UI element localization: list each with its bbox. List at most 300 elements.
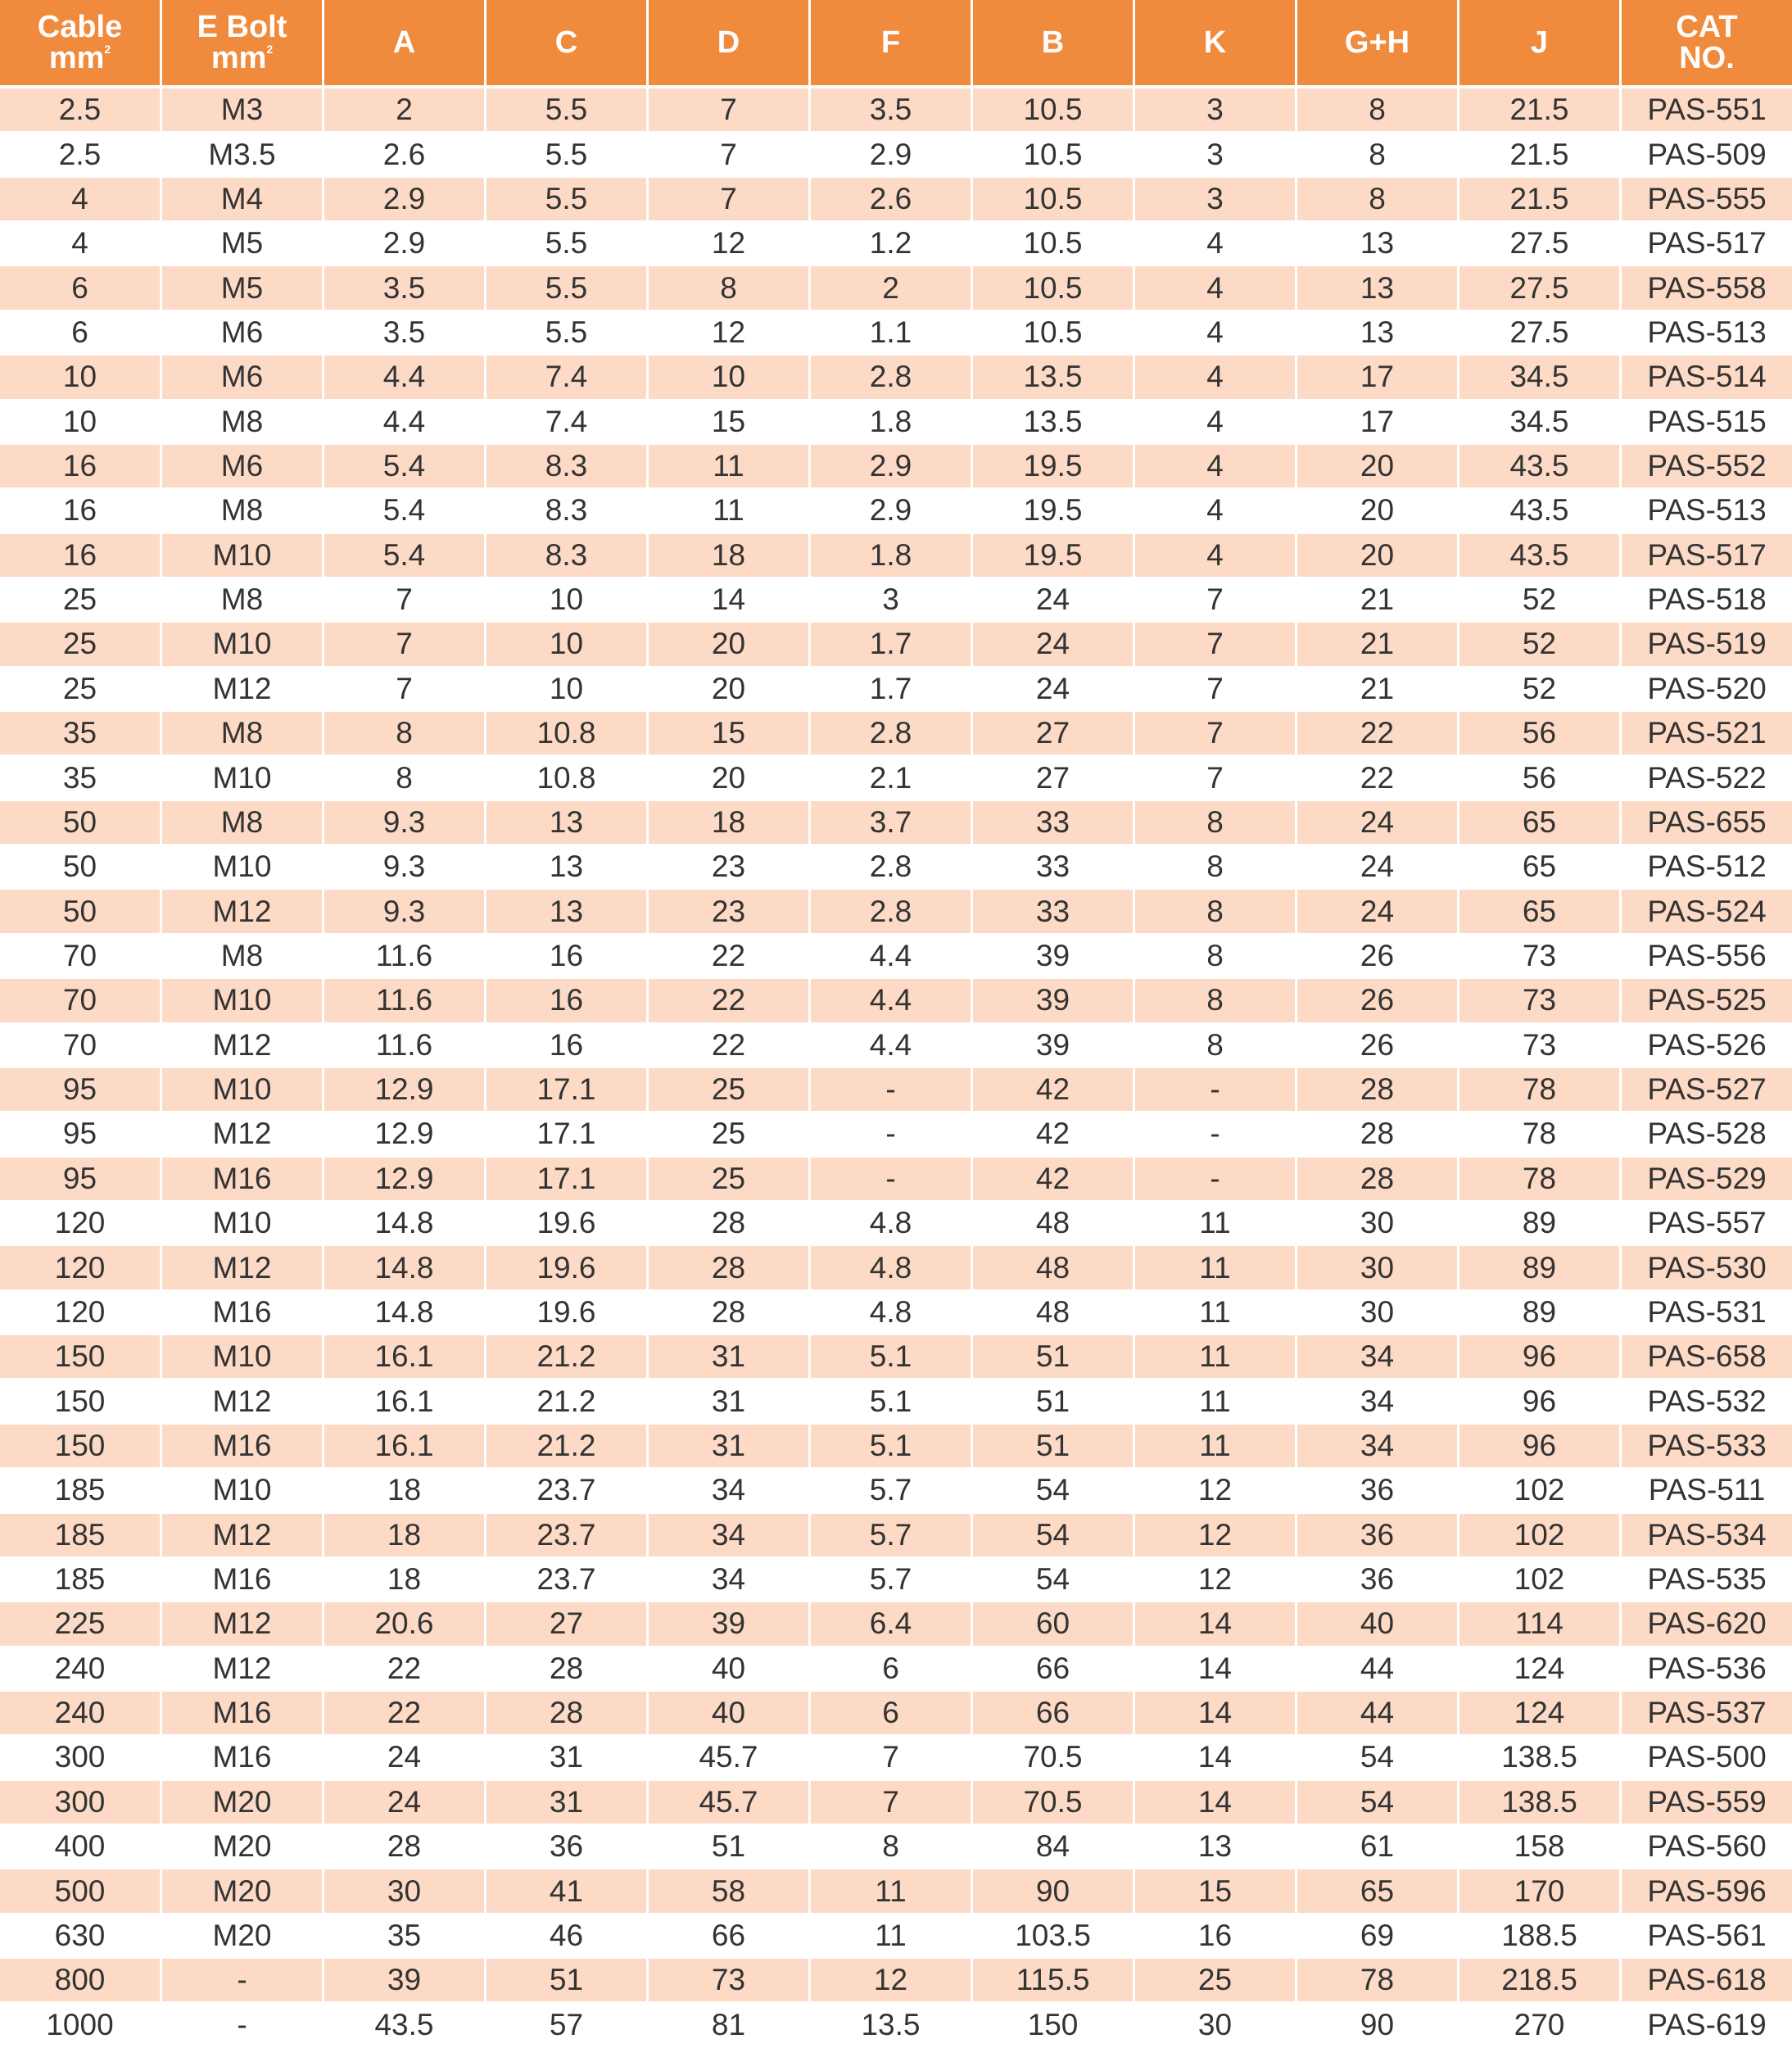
cell-cable: 95 [0,1158,162,1202]
cell-c: 19.6 [486,1246,649,1290]
cell-b: 24 [973,668,1135,712]
cell-b: 42 [973,1068,1135,1112]
table-row [0,534,1792,578]
cell-gh: 8 [1297,88,1459,133]
cell-cat: PAS-513 [1622,489,1792,533]
table-row [0,1335,1792,1380]
cell-cat: PAS-521 [1622,712,1792,756]
cell-cable: 185 [0,1514,162,1558]
cell-cable: 4 [0,222,162,266]
cell-cat: PAS-620 [1622,1602,1792,1647]
cell-gh: 24 [1297,801,1459,845]
cell-f: 5.1 [811,1425,973,1469]
cell-j: 96 [1459,1335,1622,1380]
cell-bolt: M10 [162,756,324,800]
cell-c: 13 [486,801,649,845]
cell-f: 12 [811,1959,973,2003]
cell-b: 24 [973,623,1135,667]
table-row [0,801,1792,845]
cell-gh: 8 [1297,178,1459,222]
cell-bolt: M8 [162,578,324,623]
cell-cable: 16 [0,489,162,533]
cell-cat: PAS-509 [1622,133,1792,177]
column-header-label: CAT [1676,10,1738,44]
table-row [0,133,1792,177]
cell-a: 11.6 [324,935,486,979]
cell-cat: PAS-514 [1622,356,1792,400]
cell-cable: 25 [0,668,162,712]
cell-cable: 16 [0,445,162,489]
cell-k: 16 [1135,1914,1297,1959]
cell-c: 5.5 [486,266,649,310]
table-row [0,445,1792,489]
cell-gh: 34 [1297,1380,1459,1424]
cell-d: 81 [649,2003,811,2048]
cell-bolt: M16 [162,1736,324,1780]
cell-f: 2.9 [811,489,973,533]
cell-b: 150 [973,2003,1135,2048]
cell-gh: 13 [1297,222,1459,266]
cell-cable: 120 [0,1291,162,1335]
cell-b: 13.5 [973,401,1135,445]
table-row [0,1112,1792,1157]
column-header-label: F [880,25,901,60]
cell-k: 11 [1135,1425,1297,1469]
cell-j: 73 [1459,1024,1622,1068]
cell-bolt: M10 [162,1068,324,1112]
cell-bolt: M16 [162,1158,324,1202]
column-header-cable [0,0,162,88]
cell-f: 2.8 [811,712,973,756]
cell-bolt: M10 [162,534,324,578]
cell-cable: 10 [0,401,162,445]
cell-k: 8 [1135,890,1297,934]
cell-b: 90 [973,1869,1135,1914]
cell-f: 2.8 [811,356,973,400]
cell-a: 5.4 [324,534,486,578]
cell-cable: 16 [0,534,162,578]
cell-cat: PAS-532 [1622,1380,1792,1424]
cell-cable: 6 [0,266,162,310]
column-header-superscript: 2 [104,43,111,56]
cell-cable: 50 [0,801,162,845]
cell-cable: 35 [0,712,162,756]
cell-cat: PAS-537 [1622,1692,1792,1736]
cell-bolt: M5 [162,222,324,266]
cell-f: 3 [811,578,973,623]
cell-b: 70.5 [973,1736,1135,1780]
cell-c: 31 [486,1781,649,1825]
cell-d: 25 [649,1068,811,1112]
cell-d: 25 [649,1112,811,1157]
cell-k: - [1135,1112,1297,1157]
cell-f: 1.7 [811,623,973,667]
cell-k: 8 [1135,801,1297,845]
cell-cable: 185 [0,1469,162,1513]
cell-gh: 26 [1297,1024,1459,1068]
cell-cable: 120 [0,1246,162,1290]
cell-c: 17.1 [486,1112,649,1157]
table-row [0,222,1792,266]
cell-cable: 630 [0,1914,162,1959]
cell-j: 73 [1459,979,1622,1023]
cell-bolt: M12 [162,1647,324,1692]
column-header-unit: mm [210,41,267,75]
cell-b: 48 [973,1246,1135,1290]
column-header-label: C [554,25,578,60]
cell-f: 1.8 [811,534,973,578]
cell-d: 58 [649,1869,811,1914]
table-row [0,1692,1792,1736]
cell-a: 18 [324,1469,486,1513]
cell-f: 1.1 [811,311,973,356]
cell-gh: 40 [1297,1602,1459,1647]
cell-k: 11 [1135,1291,1297,1335]
cell-f: 4.4 [811,979,973,1023]
cell-j: 218.5 [1459,1959,1622,2003]
cell-cable: 10 [0,356,162,400]
cell-bolt: M8 [162,801,324,845]
cell-f: 2.9 [811,133,973,177]
cell-k: 11 [1135,1380,1297,1424]
cell-cat: PAS-526 [1622,1024,1792,1068]
cell-b: 24 [973,578,1135,623]
cell-gh: 36 [1297,1469,1459,1513]
cell-c: 7.4 [486,356,649,400]
cell-f: 1.7 [811,668,973,712]
cell-gh: 44 [1297,1692,1459,1736]
cell-cat: PAS-534 [1622,1514,1792,1558]
table-row [0,623,1792,667]
table-row [0,1647,1792,1692]
cell-gh: 30 [1297,1291,1459,1335]
cell-a: 7 [324,623,486,667]
cell-cat: PAS-556 [1622,935,1792,979]
cell-bolt: M12 [162,1112,324,1157]
cell-j: 96 [1459,1380,1622,1424]
cell-gh: 22 [1297,712,1459,756]
cell-d: 22 [649,979,811,1023]
cell-c: 27 [486,1602,649,1647]
cell-c: 28 [486,1692,649,1736]
table-row [0,1380,1792,1424]
cell-a: 18 [324,1558,486,1602]
cell-b: 33 [973,890,1135,934]
cell-cat: PAS-555 [1622,178,1792,222]
cell-f: 4.8 [811,1202,973,1246]
column-header-label: Cable [37,10,123,44]
cell-f: 4.8 [811,1291,973,1335]
cell-cat: PAS-536 [1622,1647,1792,1692]
cell-cat: PAS-513 [1622,311,1792,356]
header-row [0,0,1792,88]
cell-a: 14.8 [324,1291,486,1335]
cell-c: 5.5 [486,222,649,266]
cell-f: 7 [811,1781,973,1825]
cell-d: 20 [649,756,811,800]
cell-cat: PAS-658 [1622,1335,1792,1380]
cell-c: 28 [486,1647,649,1692]
cell-d: 18 [649,534,811,578]
cell-a: 9.3 [324,801,486,845]
cell-b: 48 [973,1202,1135,1246]
cell-d: 45.7 [649,1781,811,1825]
cell-gh: 28 [1297,1112,1459,1157]
column-header-bolt [162,0,324,88]
cell-bolt: M20 [162,1825,324,1869]
cell-k: 13 [1135,1825,1297,1869]
cell-j: 96 [1459,1425,1622,1469]
cell-c: 23.7 [486,1558,649,1602]
cell-c: 23.7 [486,1469,649,1513]
column-header-unit: mm [48,41,105,75]
cell-d: 11 [649,445,811,489]
cell-cable: 150 [0,1380,162,1424]
cell-k: 7 [1135,578,1297,623]
cell-bolt: M6 [162,445,324,489]
table-row [0,1959,1792,2003]
cell-cat: PAS-551 [1622,88,1792,133]
table-row [0,1914,1792,1959]
cell-c: 8.3 [486,534,649,578]
column-header-label: E Bolt [197,10,287,44]
cell-k: 12 [1135,1469,1297,1513]
cell-gh: 44 [1297,1647,1459,1692]
column-header-gh [1297,0,1459,88]
cell-j: 27.5 [1459,311,1622,356]
cell-bolt: M12 [162,1514,324,1558]
cell-bolt: M6 [162,311,324,356]
cell-k: - [1135,1158,1297,1202]
cell-d: 28 [649,1246,811,1290]
table-row [0,1736,1792,1780]
cell-cable: 70 [0,979,162,1023]
table-row [0,1291,1792,1335]
cell-a: 12.9 [324,1112,486,1157]
cell-bolt: - [162,1959,324,2003]
cell-gh: 65 [1297,1869,1459,1914]
cell-a: 3.5 [324,311,486,356]
cell-b: 51 [973,1425,1135,1469]
cell-cable: 50 [0,890,162,934]
cell-b: 10.5 [973,133,1135,177]
cell-f: 11 [811,1869,973,1914]
cell-c: 16 [486,979,649,1023]
cell-a: 2.6 [324,133,486,177]
cell-cable: 185 [0,1558,162,1602]
cell-cable: 500 [0,1869,162,1914]
cell-j: 188.5 [1459,1914,1622,1959]
cell-cat: PAS-531 [1622,1291,1792,1335]
cell-b: 13.5 [973,356,1135,400]
cell-d: 31 [649,1335,811,1380]
cell-b: 33 [973,801,1135,845]
cell-a: 5.4 [324,489,486,533]
cell-k: 4 [1135,445,1297,489]
cell-a: 14.8 [324,1202,486,1246]
cell-d: 22 [649,1024,811,1068]
cell-bolt: M12 [162,890,324,934]
cell-k: 8 [1135,935,1297,979]
cell-f: 2.6 [811,178,973,222]
cell-f: 7 [811,1736,973,1780]
cell-c: 7.4 [486,401,649,445]
cell-c: 13 [486,845,649,890]
table-row [0,489,1792,533]
column-header-label: G+H [1344,25,1410,60]
cell-bolt: M6 [162,356,324,400]
cell-cable: 70 [0,935,162,979]
cell-k: 25 [1135,1959,1297,2003]
cell-bolt: - [162,2003,324,2048]
cell-d: 40 [649,1647,811,1692]
cell-cable: 25 [0,623,162,667]
cell-f: - [811,1158,973,1202]
cell-cable: 240 [0,1647,162,1692]
cell-c: 10 [486,623,649,667]
cell-k: 7 [1135,668,1297,712]
cell-k: 3 [1135,178,1297,222]
cell-d: 22 [649,935,811,979]
cell-gh: 54 [1297,1736,1459,1780]
cell-cable: 95 [0,1068,162,1112]
column-header-unit: NO. [1679,41,1735,75]
cell-j: 21.5 [1459,88,1622,133]
cell-d: 20 [649,668,811,712]
cell-j: 21.5 [1459,133,1622,177]
table-row [0,1425,1792,1469]
cell-cat: PAS-527 [1622,1068,1792,1112]
table-row [0,756,1792,800]
cell-gh: 24 [1297,890,1459,934]
cell-f: 4.4 [811,935,973,979]
cell-gh: 21 [1297,623,1459,667]
cell-gh: 61 [1297,1825,1459,1869]
cell-b: 10.5 [973,88,1135,133]
cell-k: 15 [1135,1869,1297,1914]
cell-f: - [811,1068,973,1112]
cell-j: 56 [1459,712,1622,756]
cell-j: 78 [1459,1068,1622,1112]
column-header-label: J [1530,25,1549,60]
cell-a: 2 [324,88,486,133]
column-header-d [649,0,811,88]
cell-a: 22 [324,1647,486,1692]
cell-bolt: M20 [162,1781,324,1825]
cell-cable: 150 [0,1425,162,1469]
cell-cat: PAS-561 [1622,1914,1792,1959]
cell-a: 16.1 [324,1380,486,1424]
table-row [0,356,1792,400]
cell-k: 4 [1135,401,1297,445]
cell-gh: 21 [1297,578,1459,623]
cell-f: 2 [811,266,973,310]
cell-gh: 28 [1297,1158,1459,1202]
cell-gh: 17 [1297,401,1459,445]
cell-cat: PAS-533 [1622,1425,1792,1469]
cell-f: 5.7 [811,1469,973,1513]
cell-cable: 6 [0,311,162,356]
cell-cable: 25 [0,578,162,623]
cell-cable: 240 [0,1692,162,1736]
cell-f: 1.2 [811,222,973,266]
cell-j: 43.5 [1459,489,1622,533]
cell-gh: 20 [1297,489,1459,533]
cell-k: 11 [1135,1246,1297,1290]
cell-b: 115.5 [973,1959,1135,2003]
cell-b: 27 [973,756,1135,800]
column-header-label: B [1041,25,1065,60]
cell-bolt: M10 [162,979,324,1023]
cell-cat: PAS-512 [1622,845,1792,890]
cell-b: 60 [973,1602,1135,1647]
cell-f: 6 [811,1647,973,1692]
cell-j: 158 [1459,1825,1622,1869]
cell-a: 4.4 [324,401,486,445]
cell-j: 78 [1459,1158,1622,1202]
cell-b: 39 [973,935,1135,979]
cell-d: 23 [649,845,811,890]
cell-b: 19.5 [973,445,1135,489]
cell-f: 8 [811,1825,973,1869]
cell-a: 18 [324,1514,486,1558]
cell-b: 39 [973,1024,1135,1068]
table-row [0,935,1792,979]
cell-a: 14.8 [324,1246,486,1290]
cell-c: 8.3 [486,489,649,533]
cell-cable: 4 [0,178,162,222]
cell-a: 7 [324,668,486,712]
cell-d: 40 [649,1692,811,1736]
table-row [0,1825,1792,1869]
cell-bolt: M10 [162,1469,324,1513]
cell-gh: 34 [1297,1335,1459,1380]
cell-j: 21.5 [1459,178,1622,222]
cell-c: 17.1 [486,1068,649,1112]
cell-d: 15 [649,712,811,756]
cell-gh: 69 [1297,1914,1459,1959]
cell-gh: 26 [1297,979,1459,1023]
cell-gh: 28 [1297,1068,1459,1112]
cell-b: 70.5 [973,1781,1135,1825]
column-header-k [1135,0,1297,88]
cell-k: 8 [1135,1024,1297,1068]
cell-f: 4.4 [811,1024,973,1068]
cell-j: 138.5 [1459,1781,1622,1825]
cell-cable: 35 [0,756,162,800]
cell-gh: 24 [1297,845,1459,890]
cell-d: 51 [649,1825,811,1869]
cell-cable: 95 [0,1112,162,1157]
cell-bolt: M8 [162,489,324,533]
cell-j: 270 [1459,2003,1622,2048]
cell-d: 28 [649,1291,811,1335]
cell-k: 3 [1135,133,1297,177]
cell-j: 34.5 [1459,356,1622,400]
cell-j: 34.5 [1459,401,1622,445]
cell-gh: 21 [1297,668,1459,712]
cell-k: 7 [1135,712,1297,756]
cell-a: 35 [324,1914,486,1959]
cell-cat: PAS-559 [1622,1781,1792,1825]
cell-b: 10.5 [973,311,1135,356]
cell-d: 14 [649,578,811,623]
cell-cat: PAS-528 [1622,1112,1792,1157]
cell-j: 124 [1459,1647,1622,1692]
cell-bolt: M12 [162,668,324,712]
cell-a: 20.6 [324,1602,486,1647]
cell-b: 33 [973,845,1135,890]
